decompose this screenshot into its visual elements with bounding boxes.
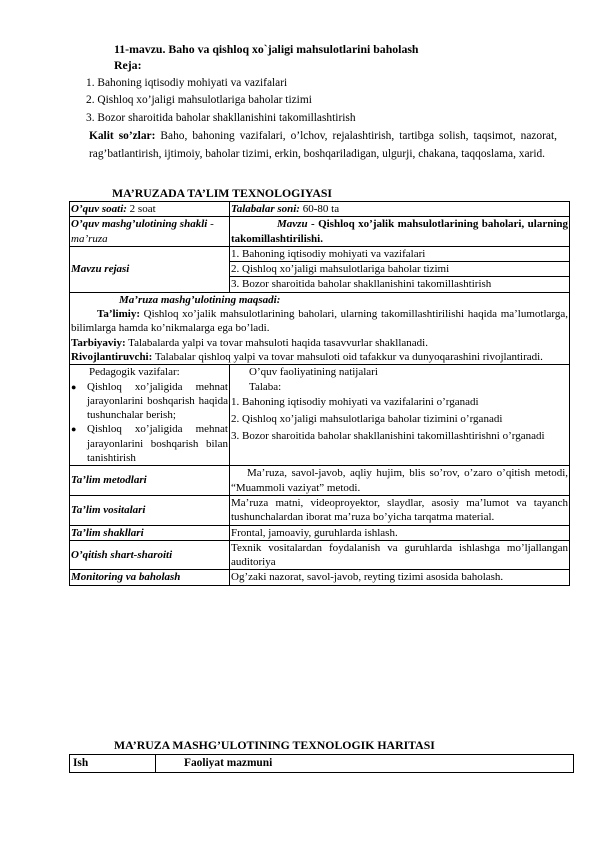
results-subheading: Talaba:: [249, 380, 282, 393]
table-row: [70, 525, 570, 540]
table-row: [70, 570, 570, 585]
topic-label: Mavzu: [277, 218, 308, 231]
bullet-icon: ●: [71, 381, 77, 392]
section-title-tech-map: MA’RUZA MASHG’ULOTINING TEXNOLOGIK HARITASI: [114, 738, 435, 752]
conditions-label: O’qitish shart-sharoiti: [70, 540, 230, 570]
task-item: ● Qishloq xo’jaligida mehnat jarayonlarini boshqarish bilan tanishtirish: [71, 423, 228, 465]
lecture-technology-table: [69, 201, 570, 586]
topic-plan-item: 2. Qishloq xo’jaligi mahsulotlariga baholar tizimi: [230, 262, 569, 277]
topic-plan-item: 3. Bozor sharoitida baholar shakllanishini takomillashtirish: [231, 278, 492, 291]
result-item: 2. Qishloq xo’jaligi mahsulotlariga baholar tizimini o’rganadi: [231, 412, 503, 425]
goal-developing: Rivojlantiruvchi: Talabalar qishloq yalpi va tovar mahsuloti oid tafakkur va dunyoqarashini rivojlantiradi.: [71, 350, 543, 363]
tech-map-table: [69, 754, 574, 773]
result-item: 1. Bahoning iqtisodiy mohiyati va vazifalarini o’rganadi: [231, 395, 479, 408]
goal-heading: Ma’ruza mashg’ulotining maqsadi:: [119, 293, 281, 306]
table-row: [70, 540, 570, 570]
hours-value: 2 soat: [126, 203, 156, 215]
students-label: Talabalar soni:: [231, 203, 300, 215]
task-item: ● Qishloq xo’jaligida mehnat jarayonlarini boshqarish haqida tushunchalar berish;: [71, 380, 228, 422]
keywords-label: Kalit so’zlar:: [89, 130, 156, 142]
plan-list: [86, 75, 356, 127]
plan-heading: Reja:: [114, 58, 142, 72]
tools-label: Ta’lim vositalari: [70, 495, 230, 525]
section-title-technology: MA’RUZADA TA’LIM TEXNOLOGIYASI: [112, 186, 333, 200]
table-row: [70, 217, 570, 247]
plan-item: 2. Qishloq xo’jaligi mahsulotlariga baholar tizimi: [86, 94, 312, 107]
methods-label: Ta’lim metodlari: [70, 466, 230, 496]
hours-label: O’quv soati:: [71, 203, 127, 215]
table-row: [70, 365, 570, 466]
keywords-text: Baho, bahoning vazifalari, o’lchov, rejalashtirish, tartibga solish, taqsimot, nazorat, rag’batlantirish, ijtimoiy, baholar tizimi, erkin, boshqariladigan, ulgurji, chakana, taqqoslama, xarid.: [89, 130, 557, 160]
students-value: 60-80 ta: [299, 203, 340, 215]
result-item: 3. Bozor sharoitida baholar shakllanishini takomillashtirishni o’rganadi: [231, 429, 545, 442]
table-header-row: [70, 755, 574, 773]
conditions-value: Texnik vositalardan foydalanish va guruhlarda ishlashga mo’ljallangan auditoriya: [231, 541, 568, 569]
tasks-heading: Pedagogik vazifalar:: [89, 366, 180, 379]
results-heading: O’quv faoliyatining natijalari: [249, 366, 378, 379]
table-row: [70, 495, 570, 525]
goal-educational: Ta’limiy: Qishloq xo’jalik mahsulotlarining baholari, ularning takomillashtirilishi haqida ma’lumotlarga, bilimlarga hamda ko’nikmalarga ega bo’ladi.: [71, 308, 568, 335]
form-value: - ma’ruza: [71, 218, 214, 245]
column-header: Ish: [70, 755, 156, 773]
bullet-icon: ●: [71, 424, 77, 435]
methods-value: Ma’ruza, savol-javob, aqliy hujim, blis so’rov, o’zaro o’qitish metodi, “Muammoli vaziyat” metodi.: [231, 467, 568, 494]
monitoring-label: Monitoring va baholash: [70, 570, 230, 585]
tools-value: Ma’ruza matni, videoproyektor, slaydlar, asosiy ma’lumot va tayanch tushunchalardan iborat ma’ruza bo’yicha tarqatma material.: [231, 496, 568, 524]
forms-label: Ta’lim shakllari: [70, 525, 230, 540]
monitoring-value: Og’zaki nazorat, savol-javob, reyting tizimi asosida baholash.: [230, 570, 570, 585]
topic-plan-item: 1. Bahoning iqtisodiy mohiyati va vazifalari: [230, 247, 569, 262]
topic-plan-label: Mavzu rejasi: [70, 246, 230, 292]
topic-value: - Qishloq xo’jalik mahsulotlarining baholari, ularning takomillashtirilishi.: [231, 218, 568, 245]
table-row: [70, 466, 570, 496]
table-row: [70, 246, 570, 292]
plan-item: 3. Bozor sharoitida baholar shakllanishini takomillashtirish: [86, 111, 356, 124]
goal-upbringing: Tarbiyaviy: Talabalarda yalpi va tovar mahsuloti haqida tasavvurlar shakllanadi.: [71, 336, 428, 349]
column-header: Faoliyat mazmuni: [156, 755, 574, 773]
keywords-paragraph: [89, 128, 557, 163]
table-row: [70, 292, 570, 364]
form-label: O’quv mashg’ulotining shakli: [71, 218, 208, 231]
lecture-title: 11-mavzu. Baho va qishloq xo`jaligi mahsulotlarini baholash: [114, 42, 419, 56]
table-row: [70, 202, 570, 217]
plan-item: 1. Bahoning iqtisodiy mohiyati va vazifalari: [86, 77, 288, 89]
forms-value: Frontal, jamoaviy, guruhlarda ishlash.: [230, 525, 570, 540]
